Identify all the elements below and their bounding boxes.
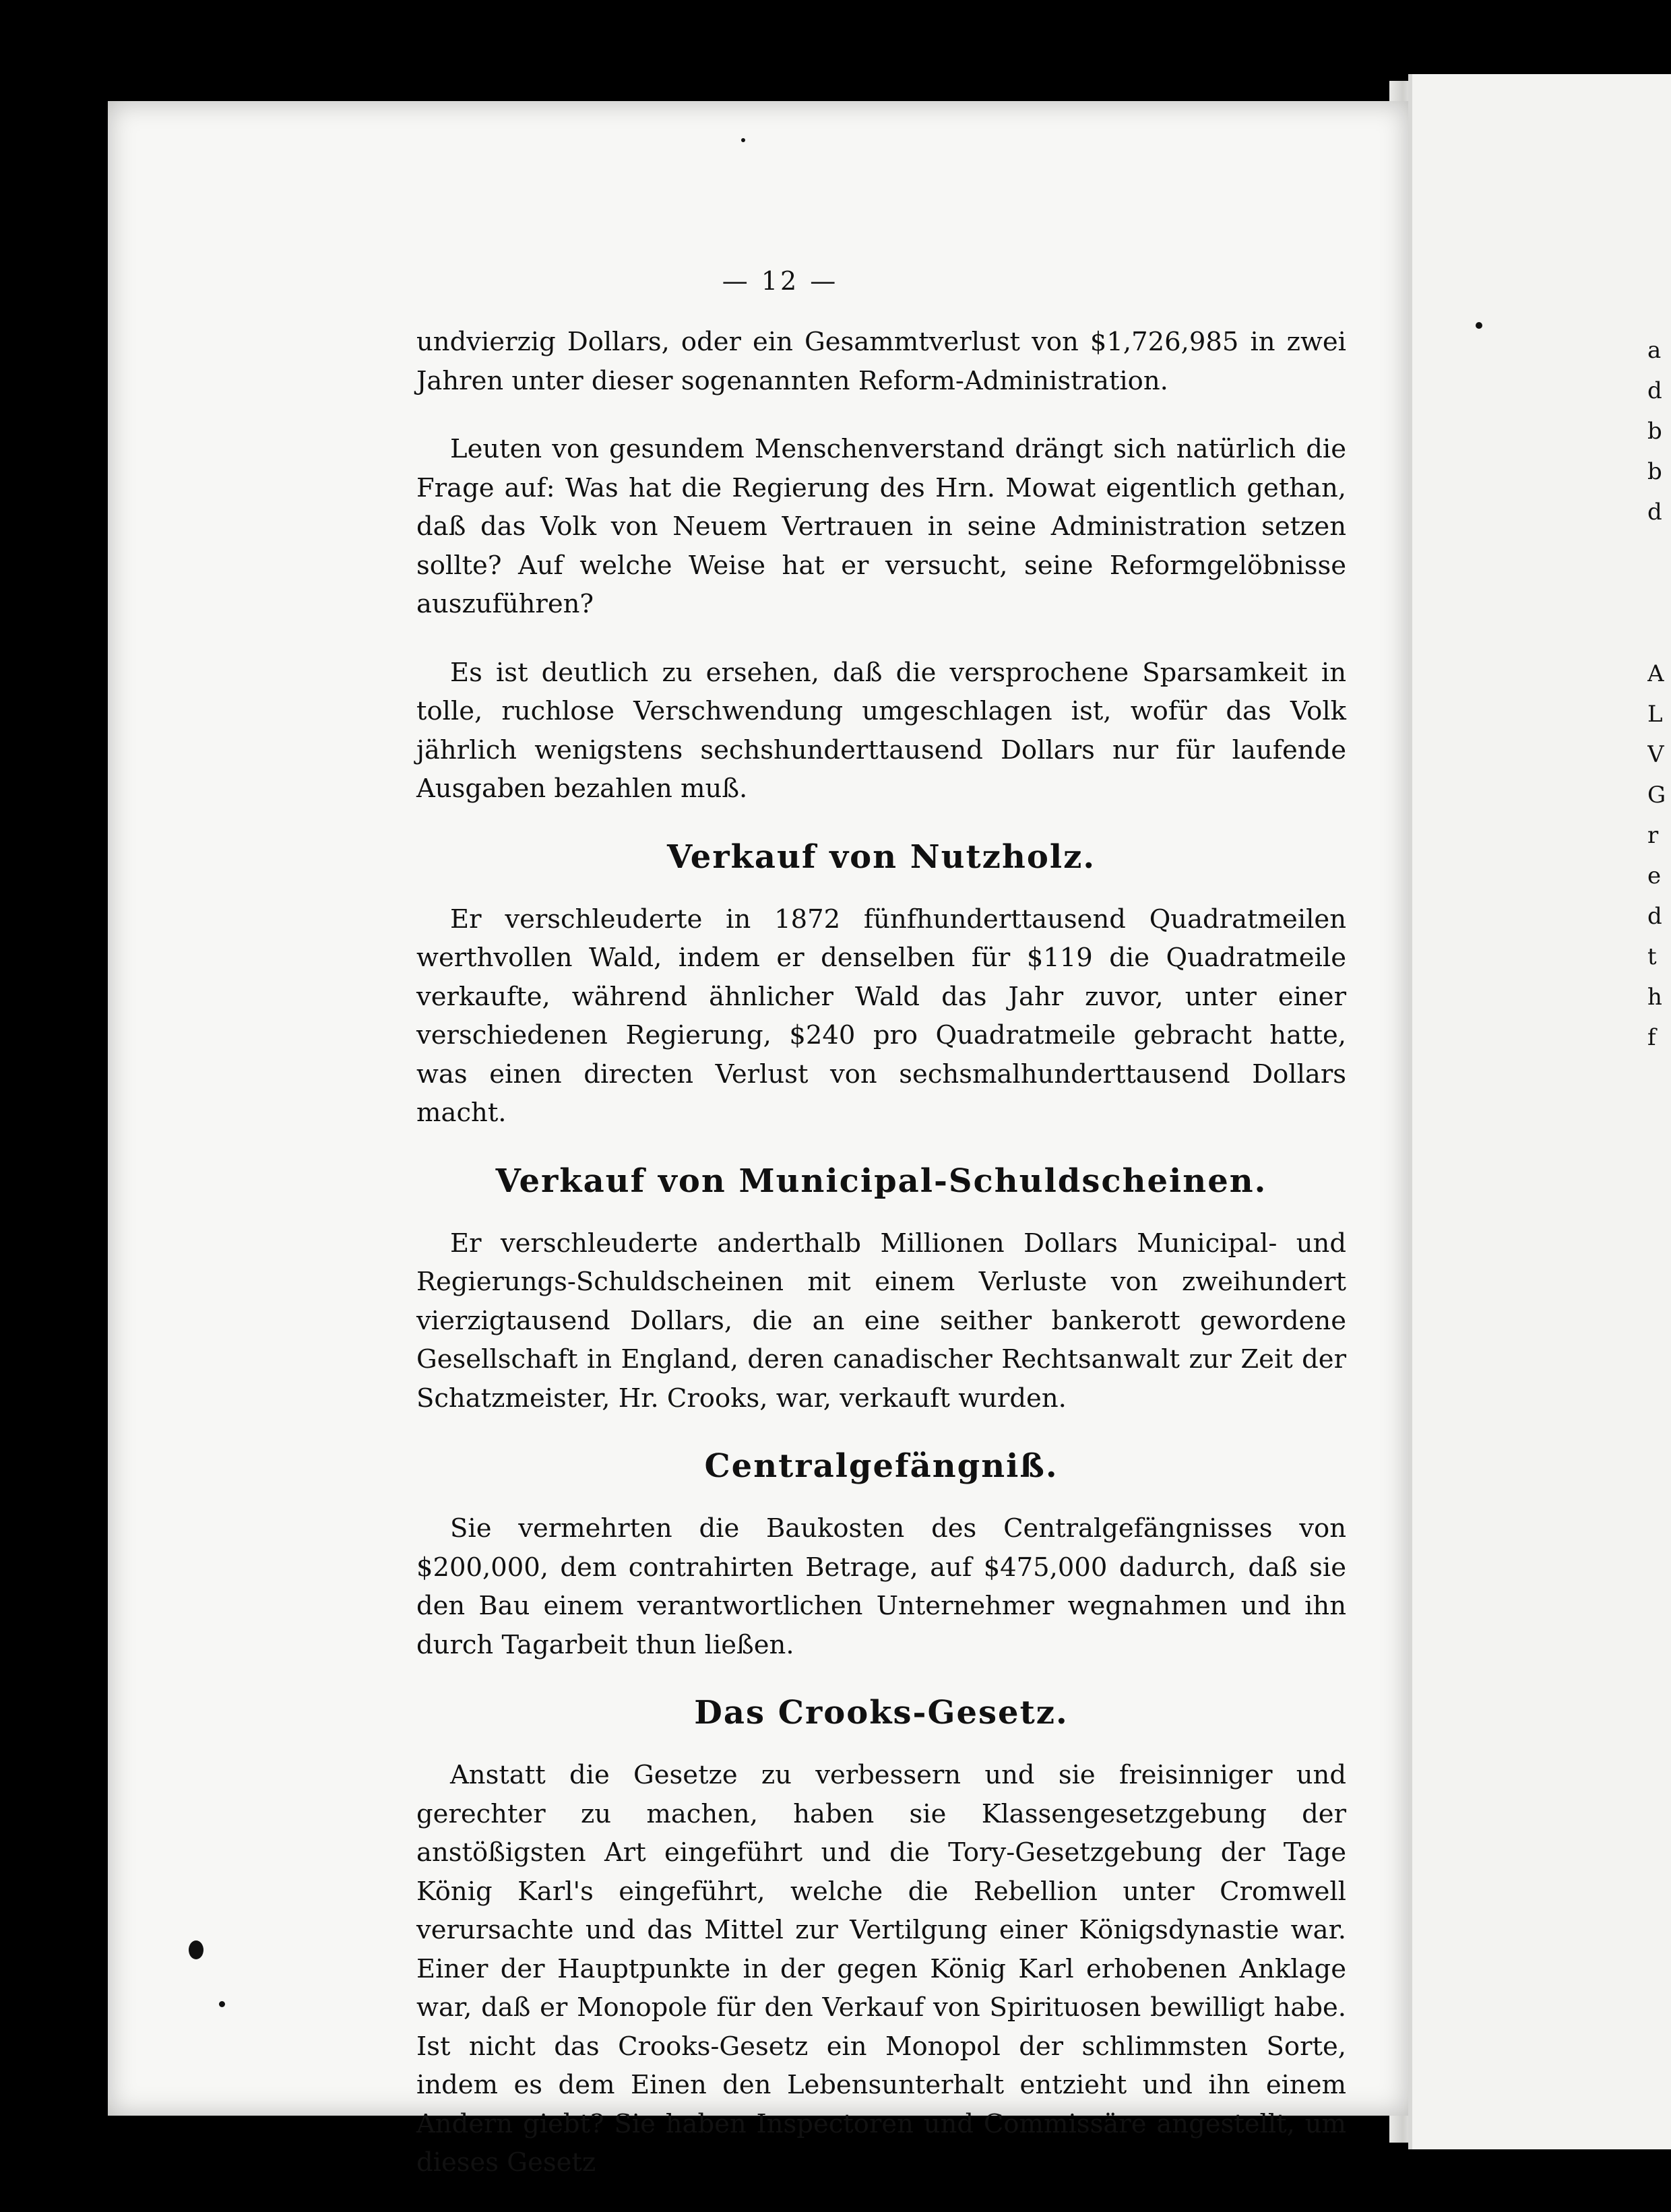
section-paragraph: Er verschleuderte in 1872 fünfhunderttausend Quadratmeilen werthvollen Wald, indem er denselben für $119 die Quadratmeile verkaufte, während ähnlicher Wald das Jahr zuvor, unter einer verschiedenen Regierung, $240 pro Quadratmeile gebracht hatte, was einen directen Verlust von sechsmalhunderttausend Dollars macht.	[416, 904, 1346, 1128]
facing-page-letters: a d b b d A L V G r e d t h f	[1647, 337, 1666, 1051]
facing-page-edge	[1408, 74, 1671, 2149]
section-heading: Verkauf von Nutzholz.	[666, 838, 1096, 876]
ink-speck	[219, 2001, 225, 2007]
section-heading: Centralgefängniß.	[704, 1447, 1059, 1485]
section-paragraph: Anstatt die Gesetze zu verbessern und sie freisinniger und gerechter zu machen, haben sie Klassengesetzgebung der anstößigsten Art eingeführt und die Tory-Gesetzgebung der Tage König Karl's eingeführt, welche die Rebellion unter Cromwell verursachte und das Mittel zur Vertilgung einer Königsdynastie war. Einer der Hauptpunkte in der gegen König Karl erhobenen Anklage war, daß er Monopole für den Verkauf von Spirituosen bewilligt habe. Ist nicht das Crooks-Gesetz ein Monopol der schlimmsten Sorte, indem es dem Einen den Lebensunterhalt entzieht und ihn einem Andern giebt? Sie haben Inspectoren und Commissäre angestellt, um dieses Gesetz	[416, 1760, 1346, 2178]
paragraph: Leuten von gesundem Menschenverstand drängt sich natürlich die Frage auf: Was hat die Regierung des Hrn. Mowat eigentlich gethan, daß das Volk von Neuem Vertrauen in seine Administration setzen sollte? Auf welche Weise hat er versucht, seine Reformgelöbnisse auszuführen?	[416, 434, 1346, 619]
section-paragraph: Er verschleuderte anderthalb Millionen Dollars Municipal- und Regierungs-Schuldscheinen mit einem Verluste von zweihundert vierzigtausend Dollars, die an eine seither bankerott gewordene Gesellschaft in England, deren canadischer Rechtsanwalt zur Zeit der Schatzmeister, Hr. Crooks, war, verkauft wurden.	[416, 1228, 1346, 1414]
section-heading: Verkauf von Municipal-Schuldscheinen.	[495, 1162, 1267, 1200]
ink-speck	[189, 1940, 203, 1959]
ink-speck	[1476, 322, 1482, 329]
paragraph: Es ist deutlich zu ersehen, daß die versprochene Sparsamkeit in tolle, ruchlose Verschwendung umgeschlagen ist, wofür das Volk jährlich wenigstens sechshunderttausend Dollars nur für laufende Ausgaben bezahlen muß.	[416, 657, 1346, 804]
section-heading: Das Crooks-Gesetz.	[694, 1694, 1069, 1732]
page-text	[416, 266, 1346, 2212]
paragraph: undvierzig Dollars, oder ein Gesammtverlust von $1,726,985 in zwei Jahren unter dieser sogenannten Reform-Administration.	[416, 327, 1346, 396]
page-number: — 12 —	[722, 266, 839, 296]
section-paragraph: Sie vermehrten die Baukosten des Centralgefängnisses von $200,000, dem contrahirten Betrage, auf $475,000 dadurch, daß sie den Bau einem verantwortlichen Unternehmer wegnahmen und ihn durch Tagarbeit thun ließen.	[416, 1513, 1346, 1660]
ink-speck	[741, 138, 745, 142]
